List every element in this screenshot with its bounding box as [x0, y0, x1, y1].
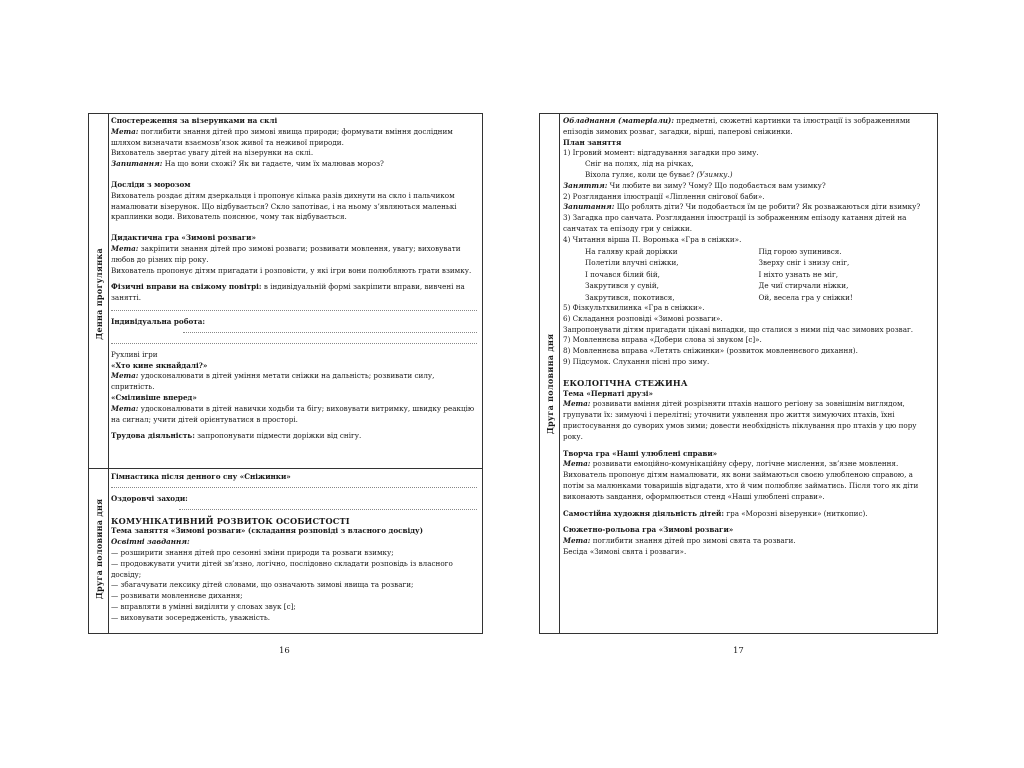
plan-step-text: Запропонувати дітям пригадати цікаві випадки, що сталися з ними під час зимових розваг.: [563, 324, 914, 334]
side-label-afternoon-right: Друга половина дня: [544, 333, 555, 435]
afternoon-section: [111, 472, 477, 632]
task-item: — виховувати зосередженість, уважність.: [111, 612, 271, 622]
plan-step: 6) Складання розповіді «Зимові розваги».: [563, 313, 723, 323]
page-number-left: 16: [279, 646, 290, 656]
tasks-label: Освітні завдання:: [111, 537, 190, 547]
left-page: [88, 113, 483, 634]
game-title: Дидактична гра «Зимові розваги»: [111, 233, 256, 243]
plan-step: 5) Фізкультхвилинка «Гра в сніжки».: [563, 303, 705, 313]
game1-title: «Хто кине якнайдалі?»: [111, 360, 208, 370]
riddle-line: Віхола гуляє, коли це буває? (Узимку.): [585, 169, 733, 179]
labor-text: Трудова діяльність: запропонувати підмести доріжки від снігу.: [111, 431, 362, 441]
left-side-column: [89, 114, 109, 633]
task-item: — вправляти в умінні виділяти у словах звук [с];: [111, 601, 296, 611]
walk-section: [111, 116, 477, 466]
equipment-text: Обладнання (матеріали): предметні, сюжетні картинки та ілюстрації із зображеннями епізодів зимових розваг, загадки, вірші, паперові сніжинки.: [563, 116, 911, 136]
dev-title: КОМУНІКАТИВНИЙ РОЗВИТОК ОСОБИСТОСТІ: [111, 515, 350, 526]
eco-title: ЕКОЛОГІЧНА СТЕЖИНА: [563, 377, 688, 388]
plan-title: План заняття: [563, 137, 622, 147]
creative-goal: Мета: розвивати емоційно-комунікаційну сферу, логічне мислення, зв’язне мовлення. Вихователь пропонує дітям намалювати, як вони займаються своєю улюбленою справою, а потім за малюнками товаришів відгадати, хто й чим полюбляє займатись. Після того як діти виконають завдання, оформлюється стенд «Наші улюблені справи».: [563, 459, 919, 501]
individual-work: Індивідуальна робота:: [111, 316, 206, 326]
eco-goal: Мета: розвивати вміння дітей розрізняти птахів нашого регіону за зовнішнім виглядом, групувати їх: зимуючі і перелітні; уточнити уявлення про життя зимуючих птахів, їхні пристосування до суворих умов зими; довести необхідність піклування про птахів у цю пору року.: [563, 399, 917, 441]
gym-title: Гімнастика після денного сну «Сніжинки»: [111, 472, 291, 481]
plan-step: 4) Читання вірша П. Воронька «Гра в сніжки».: [563, 234, 742, 244]
right-page: [539, 113, 938, 634]
game-text: Вихователь пропонує дітям пригадати і розповісти, у які ігри вони полюбляють грати взимку.: [111, 265, 472, 275]
health-label: Оздоровчі заходи:: [111, 493, 188, 503]
game2-title: «Сміливіше вперед»: [111, 392, 197, 402]
poem: [563, 246, 932, 304]
eco-theme: Тема «Пернаті друзі»: [563, 388, 654, 398]
moving-games-title: Рухливі ігри: [111, 349, 158, 359]
poem-right-column: Під горою зупинився. Зверху сніг і знизу сніг, І ніхто узнать не міг, Де чиї стирчали ніжки, Ой, весела гра у сніжки!: [758, 246, 853, 302]
riddle-line: Сніг на полях, лід на річках,: [585, 159, 694, 169]
page-number-right: 17: [733, 646, 744, 656]
side-label-day-walk: Денна прогулянка: [93, 248, 104, 340]
role-title: Сюжетно-рольова гра «Зимові розваги»: [563, 525, 734, 535]
role-goal: Мета: поглибити знання дітей про зимові свята та розваги.: [563, 536, 796, 546]
exercise-text: Фізичні вправи на свіжому повітрі: в індивідуальній формі закріпити вправи, вивчені на занятті.: [111, 282, 465, 303]
game1-goal: Мета: удосконалювати в дітей уміння метати сніжки на дальність; розвивати силу, спритність.: [111, 371, 435, 392]
observation-question: Запитання: На що вони схожі? Як ви гадаєте, чим їх малював мороз?: [111, 159, 384, 169]
left-content: [111, 114, 477, 633]
plan-step: 3) Загадка про санчата. Розглядання ілюстрації із зображенням епізоду катання дітей на санчатах та епізоду гри у сніжки.: [563, 213, 907, 233]
question-2: Запитання: Що роблять діти? Чи подобається їм це робити? Як розважаються діти взимку?: [563, 202, 921, 212]
right-side-column: [540, 114, 560, 633]
game-goal: Мета: закріпити знання дітей про зимові розваги; розвивати мовлення, увагу; виховувати любов до різних пір року.: [111, 243, 461, 264]
role-text: Бесіда «Зимові свята і розваги».: [563, 547, 687, 556]
poem-left-column: На галяву край доріжки Полетіли влучні сніжки, І почався білий бій, Закрутився у сувій, Закрутився, покотився,: [585, 246, 679, 302]
plan-step: 7) Мовленнєва вправа «Добери слова зі звуком [с]».: [563, 335, 762, 345]
task-item: — розвивати мовленнєве дихання;: [111, 591, 243, 601]
task-item: — розширити знання дітей про сезонні зміни природи та розваги взимку;: [111, 547, 394, 557]
frost-title: Досліди з морозом: [111, 179, 191, 189]
plan-step: 8) Мовленнєва вправа «Летять сніжинки» (розвиток мовленнєвого дихання).: [563, 346, 858, 356]
plan-step: 2) Розглядання ілюстрації «Ліплення снігової баби».: [563, 191, 765, 201]
observation-title: Спостереження за візерунками на склі: [111, 116, 278, 125]
side-label-afternoon: Друга половина дня: [93, 498, 104, 600]
question-1: Заняття: Чи любите ви зиму? Чому? Що подобається вам узимку?: [563, 180, 826, 190]
observation-text: Вихователь звертає увагу дітей на візерунки на склі.: [111, 148, 314, 158]
plan-step: 1) Ігровий момент: відгадування загадки про зиму.: [563, 148, 759, 158]
task-item: — збагачувати лексику дітей словами, що означають зимові явища та розваги;: [111, 580, 414, 590]
creative-title: Творча гра «Наші улюблені справи»: [563, 448, 718, 458]
task-item: — продовжувати учити дітей зв’язно, логічно, послідовно складати розповідь із власного досвіду;: [111, 558, 453, 579]
right-content: [563, 116, 932, 633]
plan-step: 9) Підсумок. Слухання пісні про зиму.: [563, 357, 710, 367]
art-activity: Самостійна художня діяльність дітей: гра «Морозні візерунки» (ниткопис).: [563, 508, 868, 518]
game2-goal: Мета: удосконалювати в дітей навички ходьби та бігу; виховувати витримку, швидку реакцію на сигнал; учити дітей орієнтуватися в просторі.: [111, 403, 475, 424]
lesson-title: Тема заняття «Зимові розваги» (складання розповіді з власного досвіду): [111, 526, 424, 536]
observation-goal: Мета: поглибити знання дітей про зимові явища природи; формувати вміння дослідним шляхом визначати взаємозв’язок живої та неживої природи.: [111, 126, 453, 147]
frost-text: Вихователь роздає дітям дзеркальця і пропонує кілька разів дихнути на скло і пальчиком намалювати візерунок. Що відбувається? Скло запотіває, і на ньому з’являються маленькі краплинки води. Вихователь пояснює, чому так відбувається.: [111, 190, 457, 222]
